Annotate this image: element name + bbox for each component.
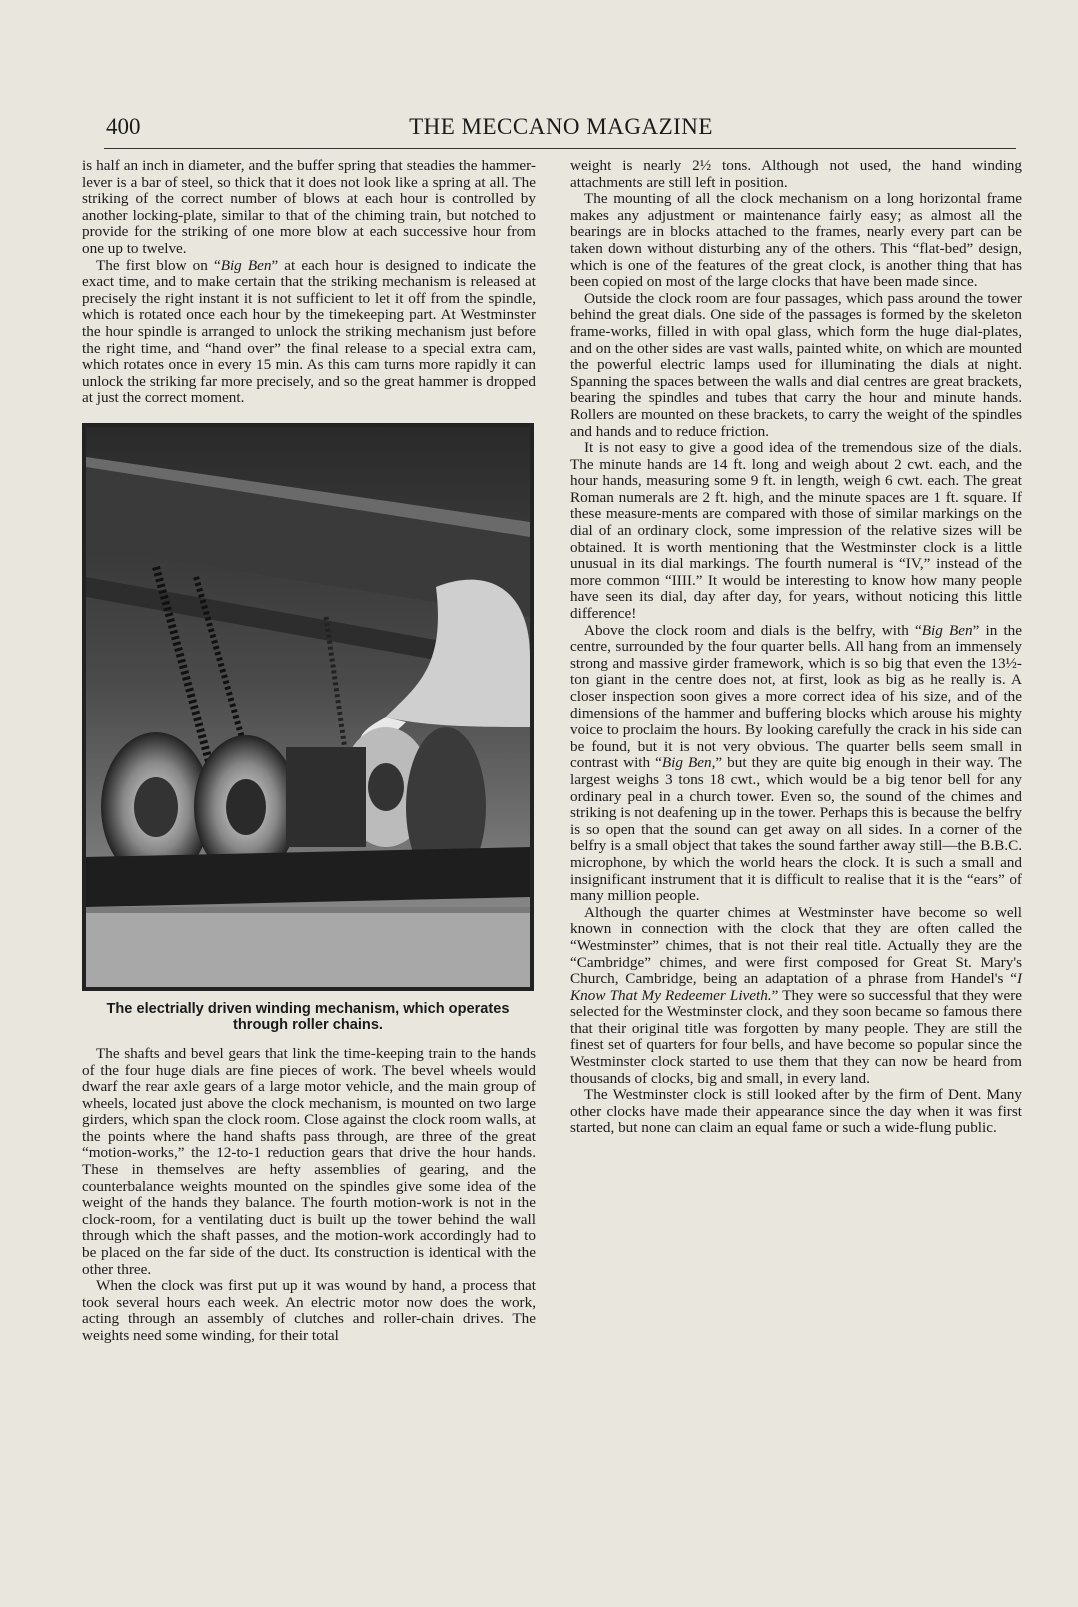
- paragraph: weight is nearly 2½ tons. Although not used, the hand winding attachments are still left in position.: [570, 157, 1022, 191]
- figure: [82, 423, 534, 1034]
- paragraph: When the clock was first put up it was wound by hand, a process that took several hours each week. An electric motor now does the work, acting through an assembly of clutches and roller-chain drives. The weights need some winding, for their total: [82, 1277, 536, 1344]
- paragraph: Although the quarter chimes at Westminster have become so well known in connection with the clock that they are often called the “Westminster” chimes, that is not their real title. Actually they are the “Cambridge” chimes, and were first composed for Great St. Mary's Church, Cambridge, being an adaptation of a phrase from Handel's “I Know That My Redeemer Liveth.” They were so successful that they were selected for the Westminster clock, and they soon became so famous there that their original title was forgotten by many people. They are still the finest set of quarters for four bells, and have become so popular since the Westminster clock started to use them that they can now be heard from thousands of clocks, big and small, in every land.: [570, 903, 1022, 1087]
- header-rule: [104, 148, 1016, 149]
- figure-caption: The electrially driven winding mechanism, which operates through roller chains.: [106, 1000, 510, 1034]
- magazine-title: THE MECCANO MAGAZINE: [409, 114, 713, 139]
- right-column: [570, 158, 1022, 1137]
- paragraph: Above the clock room and dials is the belfry, with “Big Ben” in the centre, surrounded by the four quarter bells. All hang from an immensely strong and massive girder framework, which is so big that even the 13½-ton giant in the centre does not, at first, look as big as he really is. A closer inspection soon gives a more correct idea of his size, and of the dimensions of the hammer and buffering blocks which arouse his mighty voice to proclaim the hours. By looking carefully the crack in his side can be found, but it is not very obvious. The quarter bells seem small in contrast with “Big Ben,” but they are quite big enough in their way. The largest weighs 3 tons 18 cwt., which would be a big tenor bell for any ordinary peal in a church tower. Even so, the sound of the chimes and striking is not deafening up in the tower. Perhaps this is because the belfry is so open that the sound can get away on all sides. In a corner of the belfry is a small object that takes the sound farther away still—the B.B.C. microphone, by which the world hears the clock. It is such a small and insignificant instrument that it is difficult to realise that it is the “ears” of many million people.: [570, 621, 1023, 905]
- paragraph: The Westminster clock is still looked after by the firm of Dent. Many other clocks have made their appearance since the day when it was first started, but none can claim an equal fame or such a wide-flung public.: [570, 1086, 1022, 1137]
- paragraph: is half an inch in diameter, and the buffer spring that steadies the hammer-lever is a bar of steel, so thick that it does not look like a spring at all. The striking of the correct number of blows at each hour is controlled by another locking-plate, similar to that of the chiming train, but notched to provide for the striking of one more blow at each successive hour from one up to twelve.: [82, 157, 536, 257]
- paragraph: The first blow on “Big Ben” at each hour is designed to indicate the exact time, and to make certain that the striking mechanism is released at precisely the right instant it is not sufficient to let it off from the spindle, which is rotated once each hour by the timekeeping part. At Westminster the hour spindle is arranged to unlock the striking mechanism just before the right time, and “hand over” the final release to a special extra cam, which rotates once in every 15 min. As this cam turns more rapidly it can unlock the striking far more precisely, and so the great hammer is dropped at just the correct moment.: [82, 256, 536, 407]
- running-head: [106, 114, 1016, 146]
- paragraph: The shafts and bevel gears that link the time-keeping train to the hands of the four huge dials are fine pieces of work. The bevel wheels would dwarf the rear axle gears of a large motor vehicle, and the main group of wheels, located just above the clock mechanism, is mounted on two large girders, which span the clock room. Close against the clock room walls, at the points where the hand shafts pass through, are three of the great “motion-works,” the 12-to-1 reduction gears that drive the hour hands. These in themselves are hefty assemblies of gearing, and the counterbalance weights mounted on the spindles give some idea of the weight of the hands they balance. The fourth motion-work is not in the clock-room, for a ventilating duct is built up the tower behind the wall through which the shaft passes, and the motion-work accordingly had to be placed on the far side of the duct. Its construction is identical with the other three.: [82, 1044, 536, 1278]
- paragraph: Outside the clock room are four passages, which pass around the tower behind the great dials. One side of the passages is formed by the skeleton frame-works, filled in with opal glass, which form the huge dial-plates, and on the other sides are vast walls, painted white, on which are mounted the powerful electric lamps used for illuminating the dials at night. Spanning the spaces between the walls and dial centres are great brackets, bearing the spindles and tubes that carry the hour and minute hands. Rollers are mounted on these brackets, to carry the weight of the spindles and hands and to reduce friction.: [570, 289, 1022, 440]
- paragraph: It is not easy to give a good idea of the tremendous size of the dials. The minute hands are 14 ft. long and weigh about 2 cwt. each, and the hour hands, measuring some 9 ft. in length, weigh 6 cwt. each. The great Roman numerals are 2 ft. high, and the minute spaces are 1 ft. square. If these measure-ments are compared with those of similar markings on the dial of an ordinary clock, some impression of the relative sizes will be obtained. It is worth mentioning that the Westminster clock is a little unusual in its dial markings. The fourth numeral is “IV,” instead of the more common “IIII.” It would be interesting to know how many people have seen its dial, day after day, for years, without noticing this little difference!: [570, 439, 1022, 623]
- paragraph: The mounting of all the clock mechanism on a long horizontal frame makes any adjustment or maintenance fairly easy; as almost all the bearings are in blocks attached to the frames, nearly every part can be taken down without disturbing any of the others. This “flat-bed” design, which is one of the features of the great clock, is another thing that has been copied on most of the large clocks that have been made since.: [570, 190, 1022, 291]
- left-column: [82, 158, 536, 1345]
- winding-mechanism-photo: [82, 423, 534, 991]
- page-number: 400: [106, 114, 141, 139]
